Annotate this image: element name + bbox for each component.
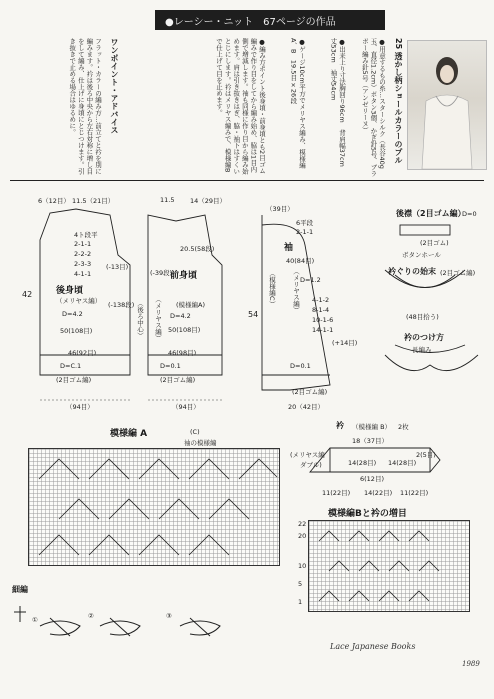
sleeve-side-label: （模様編C）	[268, 270, 276, 308]
collar-pattern: （模様編 B）	[352, 423, 392, 431]
neck-finish-title: 衿ぐりの始末	[388, 267, 436, 276]
model-photo	[407, 40, 487, 170]
size-block	[310, 38, 346, 178]
chart-b-symbols	[309, 521, 469, 611]
front-top-right-dim: 14（29目）	[190, 197, 227, 205]
sleeve-cuff: (2目ゴム編)	[292, 388, 328, 396]
chart-b-row-10: 10	[298, 562, 307, 570]
stitch-illustrations	[10, 596, 270, 646]
neck-ribbing-title: 後襟（2目ゴム編）	[396, 209, 466, 218]
chart-b-row-22: 22	[298, 520, 307, 528]
sleeve-title: 袖	[284, 243, 294, 253]
materials-heading: ●用意するもの	[378, 38, 386, 85]
back-shaping-3: 2-2-2	[74, 250, 92, 258]
chart-b-grid	[308, 520, 470, 612]
sleeve-shaping-2: 2-1-1	[296, 228, 314, 236]
advice-text: フラット・カラーの編み方…前立てと衿を別に編みます。衿は後ろ中央から左右対称に増し目をして編み、仕上げに身頃にとじつけます。引き抜きで止める場合はゆるめに。	[68, 38, 102, 175]
sleeve-shaping-6: 14-1-1	[312, 326, 334, 334]
collar-dim-f: 2(5目)	[416, 451, 436, 459]
back-rows: (-138段)	[108, 301, 135, 309]
front-height: 20.5(58段)	[180, 245, 215, 253]
collar-dim-c: 11(22目)	[322, 489, 351, 497]
collar-dim-a: 14(28目)	[348, 459, 377, 467]
neck-finish-note: (2目ゴム編)	[440, 269, 476, 277]
back-shaping-4: 2-3-3	[74, 260, 92, 268]
collar-label-a: (メリヤス編	[290, 451, 325, 459]
chart-b-title: 模様編Bと衿の増目	[328, 509, 407, 519]
back-shaping-2: 2-1-1	[74, 240, 92, 248]
front-dec: (-39段)	[150, 269, 173, 277]
materials-text: 糸…スターシルク（長谷40g玉、直径1.2cm）ボタン3個、かぎ針5号、ブラボー編み針5号（アンゼリーヌ）	[360, 38, 386, 178]
footer-brand: Lace Japanese Books	[330, 642, 416, 651]
collar-title: 衿	[336, 421, 344, 430]
symbol-step-2: ②	[88, 612, 94, 620]
sleeve-shaping-5: 10-1-6	[312, 316, 334, 324]
back-top-right-dim: 11.5（21目）	[72, 197, 115, 205]
front-body-title: 前身頃	[170, 271, 198, 281]
back-top-left-dim: 6（12目）	[38, 197, 70, 205]
size-text: 胸回り96cm 背肩幅37cm 丈53cm 袖丈54cm	[329, 38, 346, 174]
collar-dim-e: 11(22目)	[400, 489, 429, 497]
front-width: （94目）	[172, 403, 200, 411]
back-body-title: 後身頃	[56, 286, 84, 296]
collar-dim-d: 14(22目)	[364, 489, 393, 497]
back-ribbing: (2目ゴム編)	[56, 376, 92, 384]
sleeve-shaping-3: 4-1-2	[312, 296, 330, 304]
symbol-title: 細編	[12, 585, 28, 594]
chart-b-row-1: 1	[298, 598, 303, 606]
back-shaping-5: 4-1-1	[74, 270, 92, 278]
collar-note: 6(12目)	[360, 475, 384, 483]
back-rib-gauge: D=C.1	[60, 362, 82, 370]
chart-a-symbols	[29, 449, 279, 565]
front-subtitle: （メリヤス編）	[154, 296, 162, 342]
chart-b-row-5: 5	[298, 580, 303, 588]
symbol-step-1: ①	[32, 616, 38, 624]
front-bottom-stitches: 46(98目)	[168, 349, 197, 357]
gauge-block	[270, 38, 306, 178]
sleeve-stitches: 40(84目)	[286, 257, 315, 265]
collar-shape	[300, 440, 450, 490]
sleeve-shaping-4: 8-1-4	[312, 306, 330, 314]
back-body-subtitle: （メリヤス編）	[56, 297, 102, 305]
back-height: 42	[22, 290, 33, 299]
materials-block	[350, 38, 386, 178]
back-shaping-1: 4ト段平	[74, 231, 98, 239]
back-width: （94目）	[66, 403, 94, 411]
neck-ribbing-gauge: D=0	[462, 210, 477, 218]
gauge-heading: ●ゲージ	[298, 38, 306, 66]
size-heading: ●出来上り寸法	[338, 38, 346, 85]
back-dec: (-13目)	[106, 263, 129, 271]
front-rib-gauge: D=0.1	[160, 362, 181, 370]
collar-count: 2枚	[398, 423, 409, 431]
sleeve-shaping-1: 6平段	[296, 219, 314, 227]
front-stitches: 50(108目)	[168, 326, 201, 334]
front-side-label: （後ろ中心）	[136, 300, 144, 339]
method-heading: ●編み方ポイント	[258, 38, 266, 92]
sc-symbol-icon	[14, 606, 26, 622]
collar-attach-title: 衿のつけ方	[404, 333, 444, 342]
chart-b-row-20: 20	[298, 532, 307, 540]
article-title: 25 透かし柄ショールカラーのプル	[394, 38, 403, 164]
symbol-step-3: ③	[166, 612, 172, 620]
gauge-text: 10cm平方でメリヤス編み、模様編A、B 19.5目×26段	[289, 38, 306, 169]
sleeve-top: （39目）	[266, 205, 294, 213]
sleeve-bottom: 20（42目）	[288, 403, 325, 411]
section-divider	[10, 180, 484, 181]
front-pattern-label: (模様編A)	[176, 301, 206, 309]
collar-dim-b: 14(28目)	[388, 459, 417, 467]
neck-finish-dim: (48目拾う)	[406, 313, 439, 321]
sleeve-length: 54	[248, 310, 259, 319]
neck-note-b: ボタンホール	[402, 251, 441, 259]
front-ribbing: (2目ゴム編)	[160, 376, 196, 384]
sleeve-subtitle: （メリヤス編）	[292, 268, 300, 314]
chart-a-grid	[28, 448, 280, 566]
footer-year: 1989	[462, 660, 480, 668]
schematic-diagrams	[0, 185, 494, 430]
collar-label-b: ダブル)	[300, 461, 322, 469]
chart-a-title: 模様編 A	[110, 429, 148, 439]
chart-a-sub2: 袖の模様編	[184, 439, 217, 447]
front-top-left-dim: 11.5	[160, 196, 175, 204]
model-silhouette	[408, 41, 486, 169]
sleeve-gauge: D=1.2	[300, 276, 321, 284]
back-gauge: D=4.2	[62, 310, 83, 318]
method-text: 後身頃・前身頃とも2目ゴム編みで作り目をしてから編み始め、脇は1目内側で増減します。袖も同様に作り目から編み始めます。肩は引き抜きはぎ、脇・袖下はすくいとじにします。衿はメリヤス編みで、模様編Bで仕上げて目を止めます。	[215, 38, 266, 175]
back-stitches: 50(108目)	[60, 327, 93, 335]
collar-top: 18（37目）	[352, 437, 389, 445]
neck-note-a: (2目ゴム)	[420, 239, 449, 247]
chart-a-sub: (C)	[190, 428, 200, 436]
sleeve-increase: (+14目)	[332, 339, 358, 347]
back-bottom-stitches: 46(92目)	[68, 349, 97, 357]
method-block	[128, 38, 266, 178]
sleeve-cuff-gauge: D=0.1	[290, 362, 311, 370]
advice-heading: ワンポイント・アドバイス	[110, 38, 119, 134]
front-gauge: D=4.2	[170, 312, 191, 320]
header-title: ●レーシー・ニット 67ページの作品	[165, 17, 336, 28]
collar-attach-subtitle: 長編み	[412, 346, 432, 354]
